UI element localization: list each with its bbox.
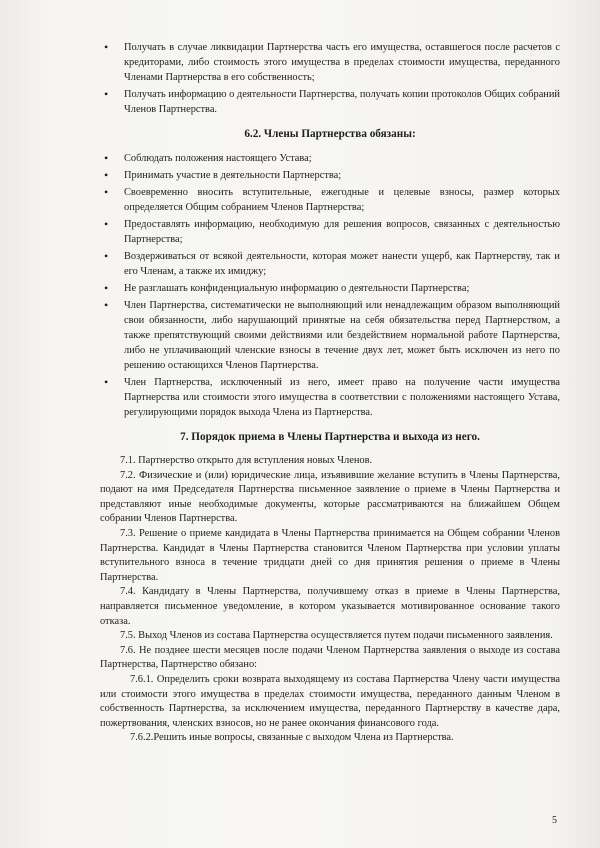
list-item: • Предоставлять информацию, необходимую для решения вопросов, связанных с деятельностью Партнерства; — [104, 217, 560, 245]
list-item: • Член Партнерства, исключенный из него, имеет право на получение части имущества Партнерства или стоимости этого имущества в соответствии с положениями настоящего Устава, регулирующими порядок выхода Члена из Партнерства. — [104, 375, 560, 418]
bullet-icon: • — [104, 40, 109, 54]
bullet-icon: • — [104, 185, 109, 199]
paragraph-7-6-2: 7.6.2.Решить иные вопросы, связанные с выходом Члена из Партнерства. — [130, 732, 454, 744]
bullet-icon: • — [104, 281, 109, 295]
paragraph-7-6: 7.6. Не позднее шести месяцев после подачи Членом Партнерства заявления о выходе из состава Партнерства, Партнерство обязано: — [100, 644, 560, 671]
paragraph-7-5: 7.5. Выход Членов из состава Партнерства осуществляется путем подачи письменного заявления. — [120, 630, 553, 642]
section-heading-7: 7. Порядок приема в Члены Партнерства и выхода из него. — [180, 431, 480, 443]
list-item: • Получать информацию о деятельности Партнерства, получать копии протоколов Общих собраний Членов Партнерства. — [104, 87, 560, 115]
bullet-icon: • — [104, 249, 109, 263]
list-item: • Получать в случае ликвидации Партнерства часть его имущества, оставшегося после расчетов с кредиторами, либо стоимость этого имущества в пределах стоимости имущества, переданного Членами Партнерства в его собственность; — [104, 40, 560, 83]
bullet-icon: • — [104, 87, 109, 101]
bullet-icon: • — [104, 151, 109, 165]
paragraph-7-1: 7.1. Партнерство открыто для вступления новых Членов. — [120, 455, 373, 466]
paragraph-7-6-1: 7.6.1. Определить сроки возврата выходящему из состава Партнерства Члену части имущества или стоимости этого имущества в пределах стоимости имущества, переданного данным Членом в собственность Партнерства, за исключением имущества, переданного Партнерству в качестве дара, пожертвования, членских взносов, но не ранее окончания финансового года. — [100, 673, 560, 729]
bullet-icon: • — [104, 217, 109, 231]
paragraph-7-3: 7.3. Решение о приеме кандидата в Члены Партнерства принимается на Общем собрании Членов Партнерства. Кандидат в Члены Партнерства становится Членом Партнерства при условии уплаты вступительного взноса в течение тридцати дней со дня принятия решения о приеме в Члены Партнерства. — [100, 527, 560, 583]
page-content — [100, 40, 560, 746]
bullet-icon: • — [104, 375, 109, 389]
list-item: • Не разглашать конфиденциальную информацию о деятельности Партнерства; — [104, 281, 470, 295]
obligations-list — [100, 151, 560, 420]
section-heading-6-2: 6.2. Члены Партнерства обязаны: — [244, 128, 416, 140]
page-number: 5 — [552, 815, 557, 826]
paragraph-7-2: 7.2. Физические и (или) юридические лица, изъявившие желание вступить в Члены Партнерства, подают на имя Председателя Партнерства письменное заявление о приеме в Члены Партнерства и представляют иные необходимые документы, которые рассматриваются на ближайшем Общем собрании Членов Партнерства. — [100, 469, 560, 525]
list-item: • Член Партнерства, систематически не выполняющий или ненадлежащим образом выполняющий свои обязанности, либо нарушающий принятые на себя обязательства перед Партнерством, а также препятствующий своими действиями или бездействием нормальной работе Партнерства, либо не уплачивающий членские взносы в течение двух лет, может быть исключен из него по решению остающихся Членов Партнерства. — [104, 298, 560, 371]
bullet-icon: • — [104, 168, 109, 182]
list-item: • Соблюдать положения настоящего Устава; — [104, 151, 312, 165]
list-item: • Принимать участие в деятельности Партнерства; — [104, 168, 342, 182]
bullet-icon: • — [104, 298, 109, 312]
list-item: • Воздерживаться от всякой деятельности, которая может нанести ущерб, как Партнерству, так и его Членам, а также их имиджу; — [104, 249, 560, 277]
rights-list — [100, 40, 560, 117]
paragraph-7-4: 7.4. Кандидату в Члены Партнерства, получившему отказ в приеме в Члены Партнерства, направляется письменное уведомление, в котором указывается мотивированное основание такого отказа. — [100, 586, 560, 627]
list-item: • Своевременно вносить вступительные, ежегодные и целевые взносы, размер которых определяется Общим собранием Членов Партнерства; — [104, 185, 560, 213]
